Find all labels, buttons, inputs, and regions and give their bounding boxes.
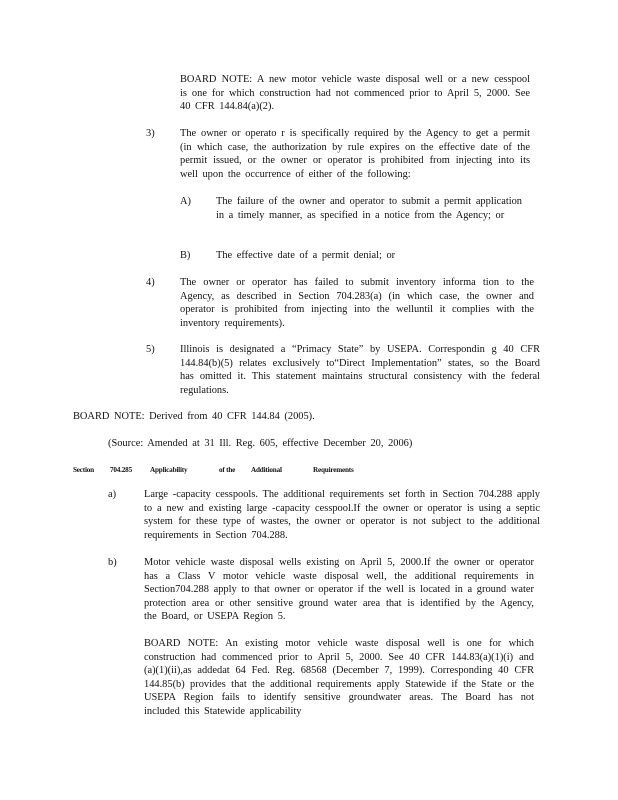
source-note: (Source: Amended at 31 Ill. Reg. 605, effective December 20, 2006) xyxy=(108,438,413,449)
item-3-label: 3) xyxy=(146,128,155,139)
para-b-text: Motor vehicle waste disposal wells existing on April 5, 2000.If the owner or operator has a Class V motor vehicle waste disposal well, the additional requirements in Section704.288 apply to that owner or operator if the well is located in a ground water protection area or other sensitive ground water area that is identified by the Agency, the Board, or USEPA Region 5. xyxy=(144,557,534,623)
section-title-2: of the xyxy=(219,466,236,474)
section-title-4: Requirements xyxy=(313,466,354,474)
item-3a-text: The failure of the owner and operator to submit a permit application in a timely manner, as specified in a notice from the Agency; or xyxy=(216,196,522,221)
para-a-text: Large -capacity cesspools. The additional requirements set forth in Section 704.288 apply to a new and existing large -capacity cesspool.If the owner or operator is using a septic system for these type of wastes, the owner or operator is not subject to the additional requirements in Section 704.288. xyxy=(144,489,540,541)
item-3a-label: A) xyxy=(180,196,191,207)
board-note-new-well: BOARD NOTE: A new motor vehicle waste disposal well or a new cesspool is one for which construction had not commenced prior to April 5, 2000. See 40 CFR 144.84(a)(2). xyxy=(180,74,530,113)
board-note-derived: BOARD NOTE: Derived from 40 CFR 144.84 (2005). xyxy=(73,411,315,422)
item-3b-text: The effective date of a permit denial; or xyxy=(216,250,396,261)
item-5-text: Illinois is designated a “Primacy State” by USEPA. Correspondin g 40 CFR 144.84(b)(5) relates exclusively to“Direct Implementation” states, so the Board has omitted it. This statement maintains structural consistency with the federal regulations. xyxy=(180,344,540,396)
item-4-text: The owner or operator has failed to submit inventory informa tion to the Agency, as described in Section 704.283(a) (in which case, the owner and operator is prohibited from injecting into the welluntil it complies with the inventory requirements). xyxy=(180,277,534,329)
section-heading xyxy=(73,464,403,476)
section-title-3: Additional xyxy=(251,466,282,474)
item-5-label: 5) xyxy=(146,344,155,355)
section-word: Section xyxy=(73,466,94,474)
para-b-label: b) xyxy=(108,557,117,568)
para-a-label: a) xyxy=(108,489,117,500)
item-3b-label: B) xyxy=(180,250,191,261)
item-4-label: 4) xyxy=(146,277,155,288)
item-3-text: The owner or operato r is specifically required by the Agency to get a permit (in which case, the authorization by rule expires on the effective date of the permit issued, or the owner or operator is prohibited from injecting into its well upon the occurrence of either of the following: xyxy=(180,128,530,180)
para-b-board-note: BOARD NOTE: An existing motor vehicle waste disposal well is one for which construction had commenced prior to April 5, 2000. See 40 CFR 144.83(a)(1)(i) and (a)(1)(ii),as addedat 64 Fed. Reg. 68568 (December 7, 1999). Corresponding 40 CFR 144.85(b) provides that the additional requirements apply Statewide if the State or the USEPA Region fails to identify sensitive groundwater areas. The Board has not included this Statewide applicability xyxy=(144,638,534,717)
section-title-1: Applicability xyxy=(150,466,188,474)
section-number: 704.285 xyxy=(110,466,132,474)
